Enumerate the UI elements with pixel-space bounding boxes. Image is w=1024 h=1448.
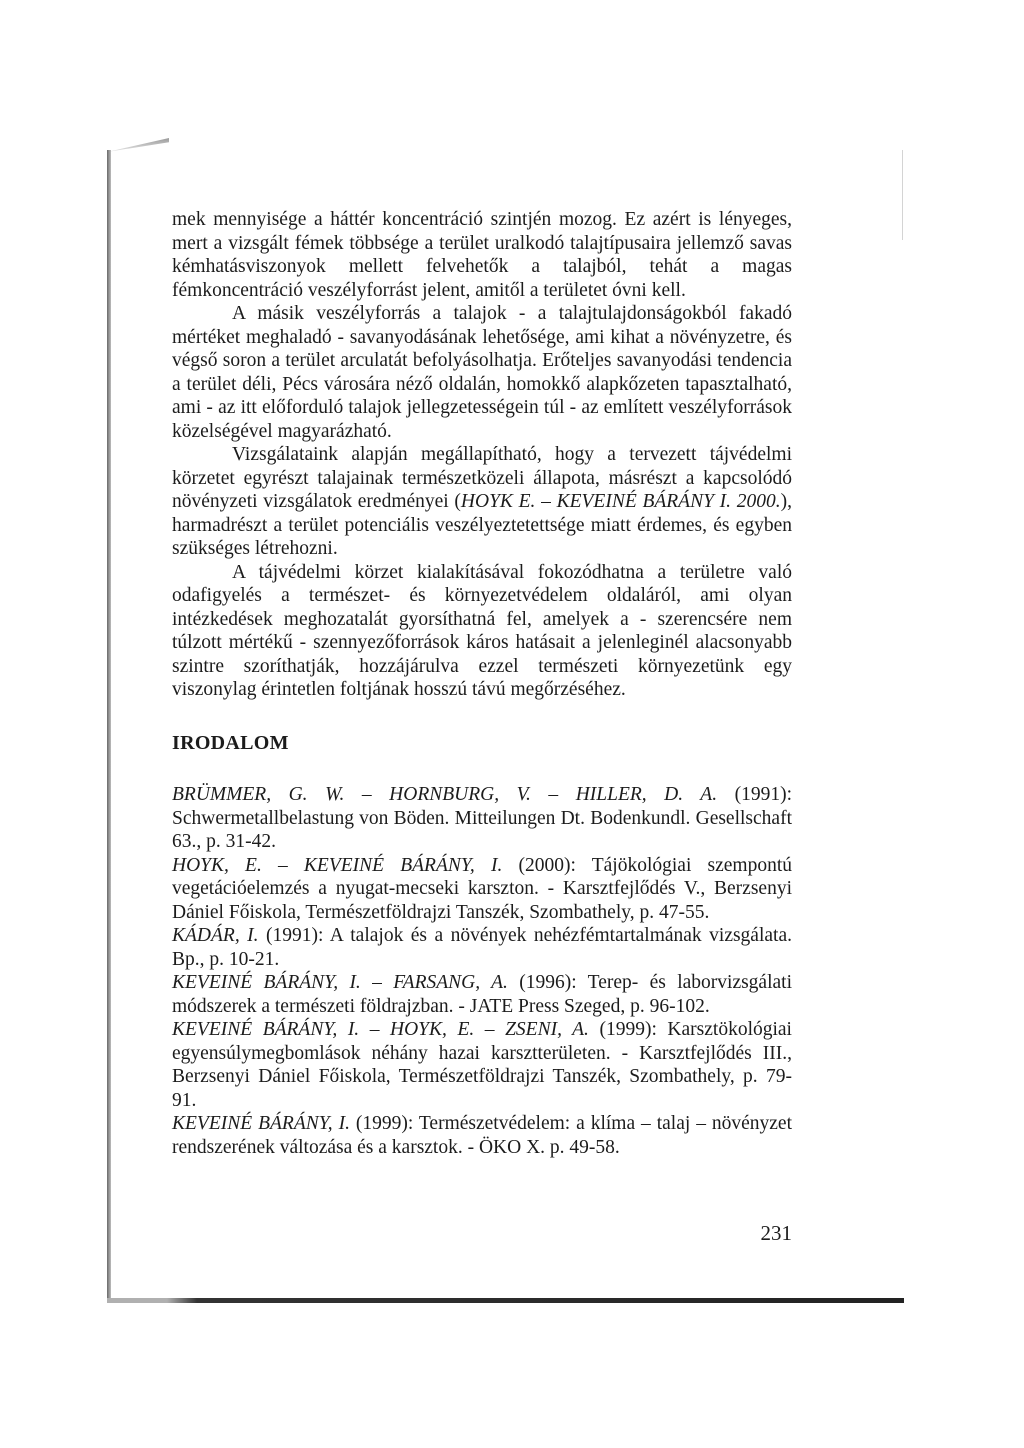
reference-authors: HOYK, E. – KEVEINÉ BÁRÁNY, I. bbox=[172, 854, 503, 876]
reference-text: (2000): Tájökológiai szempontú vegetációelemzés a nyugat-mecseki karszton. - Karsztfejlődés V., Berzsenyi Dániel Főiskola, Természetföldrajzi Tanszék, Szombathely, p. 47-55. bbox=[172, 854, 793, 923]
scan-edge-right bbox=[902, 150, 903, 240]
reference-authors: KÁDÁR, I. bbox=[172, 925, 259, 946]
reference-item bbox=[172, 1112, 792, 1159]
section-heading: IRODALOM bbox=[172, 731, 289, 754]
reference-text: (1991): Schwermetallbelastung von Böden. Mitteilungen Dt. Bodenkundl. Gesellschaft 63., p. 31-42. bbox=[172, 784, 792, 852]
paragraph-3-start: Vizsgálataink alapján megállapítható, hogy a tervezett tájvédelmi körzetet egyrészt talajainak természetközeli állapota, másrészt a kapcsolódó növényzeti vizsgálatok eredményei ( bbox=[172, 444, 792, 512]
reference-list bbox=[172, 783, 792, 1159]
citation-inline: HOYK E. – KEVEINÉ BÁRÁNY I. 2000. bbox=[460, 491, 781, 512]
paragraph-1: mek mennyisége a háttér koncentráció szintjén mozog. Ez azért is lényeges, mert a vizsgált fémek többsége a terület uralkodó talajtípusaira jellemző savas kémhatásviszonyok mellett felvehetők a talajból, tehát a magas fémkoncentráció veszélyforrást jelent, amitől a területet óvni kell. bbox=[172, 209, 792, 301]
scan-edge-bottom bbox=[107, 1298, 904, 1303]
reference-text: (1999): Karsztökológiai egyensúlymegbomlások néhány hazai karsztterületen. - Karsztfejlődés III., Berzsenyi Dániel Főiskola, Természetföldrajzi Tanszék, Szombathely, p. 79-91. bbox=[172, 1019, 792, 1111]
reference-authors: KEVEINÉ BÁRÁNY, I. – FARSANG, A. bbox=[172, 972, 508, 993]
reference-item bbox=[172, 854, 792, 925]
paragraph-2: A másik veszélyforrás a talajok - a talajtulajdonságokból fakadó mértéket meghaladó - savanyodásának lehetősége, ami kihat a növényzetre, és végső soron a terület arculatát befolyásolhatja. Erőteljes savanyodási tendencia a terület déli, Pécs városára néző oldalán, homokkő alapkőzeten tapasztalható, ami - az itt előforduló talajok jellegzetességein túl - az említett veszélyforrások közelségével magyarázható. bbox=[172, 303, 792, 442]
page-body bbox=[172, 208, 792, 1159]
reference-item bbox=[172, 1018, 792, 1112]
page-number: 231 bbox=[760, 1221, 792, 1245]
reference-authors: KEVEINÉ BÁRÁNY, I. – HOYK, E. – ZSENI, A. bbox=[172, 1019, 589, 1040]
reference-text: (1996): Terep- és laborvizsgálati módszerek a természeti földrajzban. - JATE Press Szeged, p. 96-102. bbox=[172, 972, 793, 1017]
scan-edge-left bbox=[107, 150, 111, 1300]
paragraph-3-end: ), harmadrészt a terület potenciális veszélyeztetettsége miatt érdemes, és egyben szükséges létrehozni. bbox=[172, 491, 792, 559]
paragraph-4: A tájvédelmi körzet kialakításával fokozódhatna a területre való odafigyelés a természet- és környezetvédelem oldaláról, ami olyan intézkedések meghozatalát gyorsíthatná fel, amelyek a - szerencsére nem túlzott mértékű - szennyezőforrások káros hatásait a jelenleginél alacsonyabb szintre szoríthatják, hozzájárulva ezzel természeti környezetünk egy viszonylag érintetlen foltjának hosszú távú megőrzéséhez. bbox=[172, 561, 792, 700]
reference-item bbox=[172, 783, 792, 854]
reference-authors: BRÜMMER, G. W. – HORNBURG, V. – HILLER, D. A. bbox=[172, 784, 718, 805]
scan-edge-corner bbox=[107, 138, 169, 152]
paragraph-3 bbox=[172, 443, 792, 561]
reference-authors: KEVEINÉ BÁRÁNY, I. bbox=[172, 1113, 350, 1134]
reference-item bbox=[172, 924, 792, 971]
reference-text: (1991): A talajok és a növények nehézfémtartalmának vizsgálata. Bp., p. 10-21. bbox=[172, 925, 792, 970]
reference-item bbox=[172, 971, 792, 1018]
reference-text: (1999): Természetvédelem: a klíma – talaj – növényzet rendszerének változása és a karsztok. - ÖKO X. p. 49-58. bbox=[172, 1113, 792, 1158]
